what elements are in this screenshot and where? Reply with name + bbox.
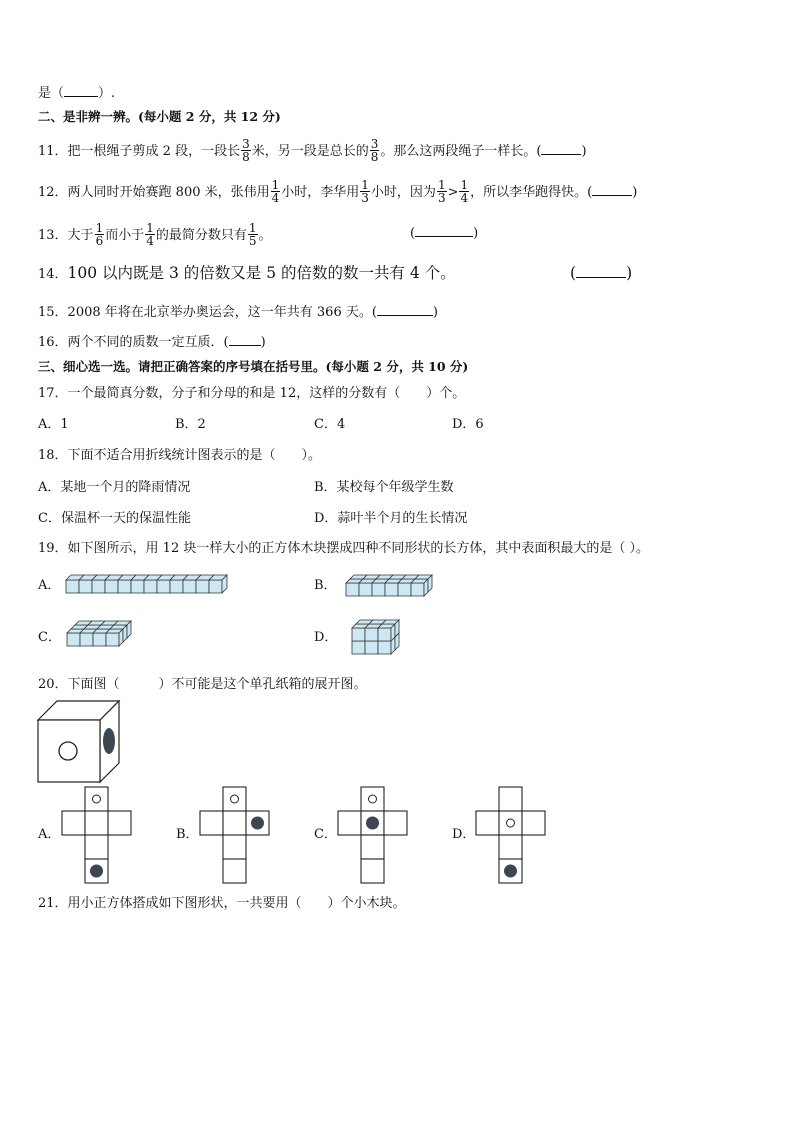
question-14-answer: ( ) bbox=[570, 264, 633, 282]
option-b[interactable]: B．2 bbox=[175, 417, 206, 432]
fraction: $\frac{1}{3}$ bbox=[437, 178, 446, 205]
fraction: $\frac{1}{4}$ bbox=[146, 221, 154, 248]
option-d[interactable]: D． bbox=[452, 827, 476, 842]
block-face bbox=[398, 583, 411, 596]
question-12: 12．两人同时开始赛跑 800 米，张伟用 $\frac{1}{4}$ 小时，李华用 $\frac{1}{3}$ 小时，因为 $\frac{1}{3}$ > $\frac{1}{4}$ ，所以李华跑得快。( ) bbox=[38, 178, 638, 205]
block-face bbox=[352, 641, 365, 654]
block-face bbox=[131, 580, 144, 593]
block-face bbox=[346, 583, 359, 596]
block-face bbox=[106, 633, 119, 646]
block-face bbox=[93, 633, 106, 646]
block-face bbox=[170, 580, 183, 593]
option-c[interactable]: C． bbox=[314, 827, 337, 842]
block-face bbox=[385, 583, 398, 596]
section-3-heading: 三、细心选一选。请把正确答案的序号填在括号里。(每小题 2 分，共 10 分) bbox=[38, 359, 469, 374]
cuboid-figure-c bbox=[67, 620, 133, 656]
block-face bbox=[80, 633, 93, 646]
option-d[interactable]: D．蒜叶半个月的生长情况 bbox=[314, 511, 468, 526]
cuboid-figure-a bbox=[66, 574, 236, 596]
dot-icon bbox=[90, 865, 103, 878]
block-face bbox=[67, 633, 80, 646]
hole-icon bbox=[93, 795, 101, 803]
block-face bbox=[411, 583, 424, 596]
dot-icon bbox=[251, 817, 264, 830]
option-a[interactable]: A． bbox=[38, 578, 61, 593]
option-a[interactable]: A．1 bbox=[38, 417, 69, 432]
answer-blank[interactable] bbox=[415, 223, 473, 237]
question-13-answer: ( ) bbox=[410, 223, 478, 243]
fraction: $\frac{1}{3}$ bbox=[361, 178, 369, 205]
block-face bbox=[365, 641, 378, 654]
answer-blank[interactable] bbox=[64, 83, 98, 97]
answer-blank[interactable] bbox=[377, 302, 433, 316]
block-face bbox=[66, 580, 79, 593]
question-16: 16．两个不同的质数一定互质．( ) bbox=[38, 332, 266, 352]
option-d[interactable]: D． bbox=[314, 630, 338, 645]
question-15: 15．2008 年将在北京举办奥运会，这一年共有 366 天。( ) bbox=[38, 302, 438, 322]
question-14: 14．100 以内既是 3 的倍数又是 5 的倍数的数一共有 4 个。 bbox=[38, 264, 456, 282]
option-a[interactable]: A．某地一个月的降雨情况 bbox=[38, 480, 191, 495]
block-face bbox=[79, 580, 92, 593]
fraction: $\frac{1}{4}$ bbox=[271, 178, 280, 205]
hole-icon bbox=[369, 795, 377, 803]
net-b bbox=[200, 787, 272, 883]
answer-blank[interactable] bbox=[229, 332, 261, 346]
question-21: 21．用小正方体搭成如下图形状，一共要用（ ）个小木块。 bbox=[38, 896, 406, 911]
block-face bbox=[378, 641, 391, 654]
question-17: 17．一个最简真分数，分子和分母的和是 12，这样的分数有（ ）个。 bbox=[38, 386, 466, 401]
fraction: $\frac{1}{6}$ bbox=[95, 221, 104, 248]
block-face bbox=[157, 580, 170, 593]
section-2-heading: 二、是非辨一辨。(每小题 2 分，共 12 分) bbox=[38, 109, 281, 124]
question-tail: 是（ ）. bbox=[38, 83, 115, 103]
block-face bbox=[144, 580, 157, 593]
block-face bbox=[183, 580, 196, 593]
question-20: 20．下面图（ ）不可能是这个单孔纸箱的展开图。 bbox=[38, 677, 367, 692]
hole-icon bbox=[231, 795, 239, 803]
box-figure bbox=[38, 701, 120, 783]
fraction: $\frac{3}{8}$ bbox=[370, 137, 379, 164]
fraction: $\frac{1}{4}$ bbox=[460, 178, 469, 205]
net-c bbox=[338, 787, 410, 883]
net-a bbox=[62, 787, 134, 883]
block-face bbox=[372, 583, 385, 596]
answer-blank[interactable] bbox=[541, 141, 581, 155]
block-face bbox=[105, 580, 118, 593]
answer-blank[interactable] bbox=[592, 182, 632, 196]
option-c[interactable]: C．保温杯一天的保温性能 bbox=[38, 511, 191, 526]
option-b[interactable]: B． bbox=[314, 578, 337, 593]
option-a[interactable]: A． bbox=[38, 827, 61, 842]
option-b[interactable]: B． bbox=[176, 827, 199, 842]
question-11: 11．把一根绳子剪成 2 段，一段长 $\frac{3}{8}$ 米，另一段是总长的 $\frac{3}{8}$ 。那么这两段绳子一样长。( ) bbox=[38, 137, 587, 164]
hole-icon bbox=[59, 742, 77, 760]
block-face bbox=[209, 580, 222, 593]
block-face bbox=[196, 580, 209, 593]
block-face bbox=[118, 580, 131, 593]
option-b[interactable]: B．某校每个年级学生数 bbox=[314, 480, 454, 495]
cuboid-figure-d bbox=[352, 619, 408, 659]
dot-icon bbox=[103, 728, 115, 754]
fraction: $\frac{3}{8}$ bbox=[242, 137, 250, 164]
question-13: 13．大于 $\frac{1}{6}$ 而小于 $\frac{1}{4}$ 的最简分数只有 $\frac{1}{5}$ 。 bbox=[38, 221, 272, 248]
dot-icon bbox=[366, 817, 379, 830]
question-19: 19．如下图所示，用 12 块一样大小的正方体木块摆成四种不同形状的长方体，其中表面积最大的是（ ）。 bbox=[38, 541, 649, 556]
cuboid-figure-b bbox=[346, 574, 442, 602]
block-face bbox=[359, 583, 372, 596]
dot-icon bbox=[504, 865, 517, 878]
fraction: $\frac{1}{5}$ bbox=[248, 221, 257, 248]
option-d[interactable]: D．6 bbox=[452, 417, 484, 432]
hole-icon bbox=[507, 819, 515, 827]
block-face bbox=[92, 580, 105, 593]
net-d bbox=[476, 787, 548, 883]
option-c[interactable]: C．4 bbox=[314, 417, 346, 432]
block-face bbox=[365, 628, 378, 641]
question-18: 18．下面不适合用折线统计图表示的是（ ）。 bbox=[38, 448, 322, 463]
block-face bbox=[352, 628, 365, 641]
block-face bbox=[378, 628, 391, 641]
answer-blank[interactable] bbox=[576, 264, 626, 278]
option-c[interactable]: C． bbox=[38, 630, 61, 645]
